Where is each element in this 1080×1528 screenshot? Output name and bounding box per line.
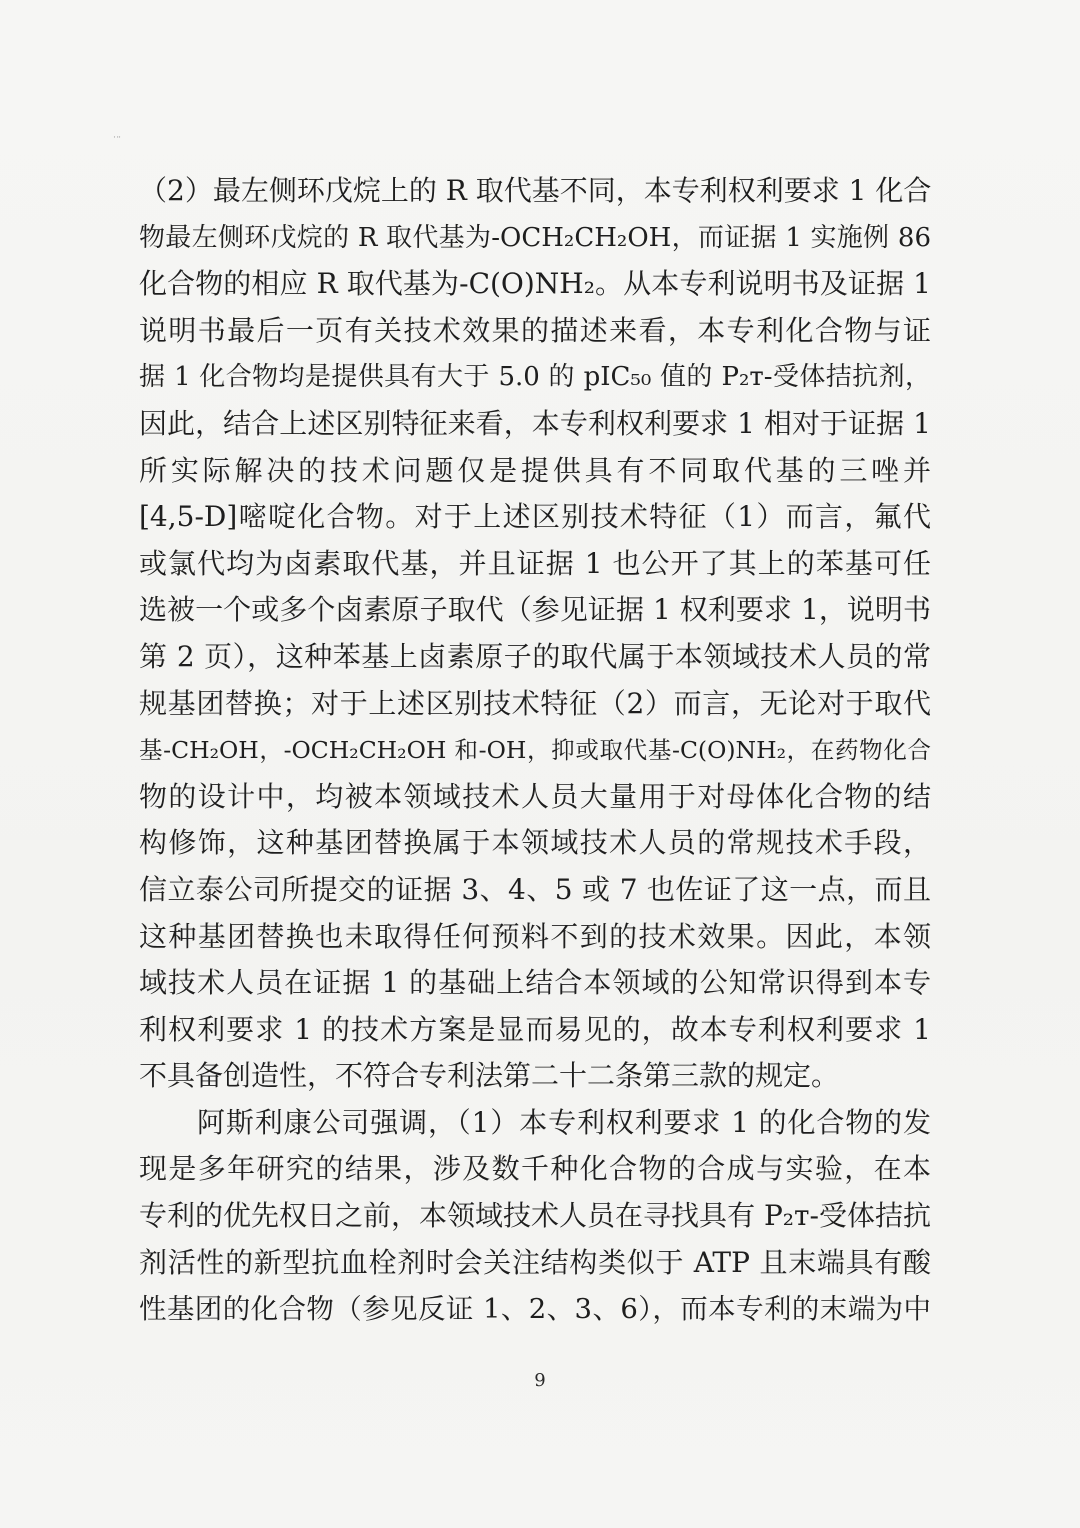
text-line: 这种基团替换也未取得任何预料不到的技术效果。因此，本领 [139, 919, 931, 953]
text-line: 性基团的化合物（参见反证 1、2、3、6），而本专利的末端为中 [139, 1293, 931, 1326]
text-line: 因此，结合上述区别特征来看，本专利权利要求 1 相对于证据 1 [139, 406, 931, 440]
text-line: 规基团替换；对于上述区别技术特征（2）而言，无论对于取代 [139, 686, 931, 720]
text-line: 或氯代均为卤素取代基，并且证据 1 也公开了其上的苯基可任 [139, 546, 931, 580]
text-line: 阿斯利康公司强调，（1）本专利权利要求 1 的化合物的发 [197, 1105, 931, 1139]
page-number: 9 [534, 1370, 546, 1391]
text-line: [4,5-D]嘧啶化合物。对于上述区别技术特征（1）而言，氟代 [139, 500, 931, 534]
text-line: 选被一个或多个卤素原子取代（参见证据 1 权利要求 1，说明书 [139, 593, 931, 627]
text-line: 不具备创造性，不符合专利法第二十二条第三款的规定。 [139, 1059, 840, 1093]
text-line: 化合物的相应 R 取代基为-C(O)NH₂。从本专利说明书及证据 1 [139, 267, 931, 301]
text-line: 域技术人员在证据 1 的基础上结合本领域的公知常识得到本专 [139, 966, 931, 1000]
text-line: 构修饰，这种基团替换属于本领域技术人员的常规技术手段， [139, 826, 931, 860]
text-line: （2）最左侧环戊烷上的 R 取代基不同，本专利权利要求 1 化合 [139, 174, 932, 207]
text-line: 所实际解决的技术问题仅是提供具有不同取代基的三唑并 [139, 453, 931, 487]
text-line: 说明书最后一页有关技术效果的描述来看，本专利化合物与证 [139, 313, 931, 347]
text-line: 信立泰公司所提交的证据 3、4、5 或 7 也佐证了这一点，而且 [139, 872, 931, 906]
text-line: 物的设计中，均被本领域技术人员大量用于对母体化合物的结 [139, 779, 931, 813]
text-line: 现是多年研究的结果，涉及数千种化合物的合成与实验，在本 [139, 1152, 931, 1186]
text-line: 第 2 页），这种苯基上卤素原子的取代属于本领域技术人员的常 [139, 639, 931, 673]
text-line: 利权利要求 1 的技术方案是显而易见的，故本专利权利要求 1 [139, 1012, 931, 1046]
text-line: 物最左侧环戊烷的 R 取代基为-OCH₂CH₂OH，而证据 1 实施例 86 [139, 222, 931, 253]
scan-speck: ˙ ̈ [112, 136, 123, 147]
text-line: 专利的优先权日之前，本领域技术人员在寻找具有 P₂ᴛ-受体拮抗 [139, 1199, 931, 1233]
body-text [139, 168, 931, 1333]
text-line: 剂活性的新型抗血栓剂时会关注结构类似于 ATP 且末端具有酸 [139, 1245, 931, 1279]
text-line: 基-CH₂OH，-OCH₂CH₂OH 和-OH，抑或取代基-C(O)NH₂，在药物化合 [139, 736, 931, 765]
text-line: 据 1 化合物均是提供具有大于 5.0 的 pIC₅₀ 值的 P₂ᴛ-受体拮抗剂， [139, 362, 931, 393]
